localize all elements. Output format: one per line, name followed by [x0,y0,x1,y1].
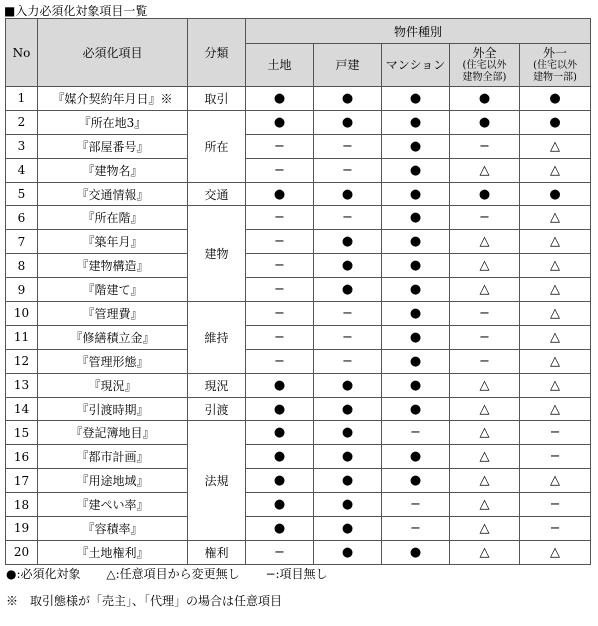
row-item: 『建物名』 [38,158,188,182]
header-type-land: 土地 [246,44,314,87]
legend [6,565,350,582]
status-mark: ● [382,325,450,349]
status-mark: △ [520,230,591,254]
status-mark: ● [520,87,591,111]
row-item: 『土地権利』 [38,540,188,564]
status-mark: − [246,302,314,326]
row-item: 『現況』 [38,373,188,397]
table-row [6,445,591,469]
status-mark: ● [520,110,591,134]
status-mark: − [520,493,591,517]
status-mark: △ [450,493,520,517]
table-row [6,182,591,206]
row-category: 現況 [188,373,246,397]
page-title: ■入力必須化対象項目一覧 [4,4,148,18]
status-mark: ● [314,493,382,517]
status-mark: − [314,206,382,230]
row-no: 14 [6,397,38,421]
row-no: 13 [6,373,38,397]
status-mark: △ [450,278,520,302]
status-mark: − [382,421,450,445]
status-mark: ● [246,110,314,134]
status-mark: △ [520,206,591,230]
row-item: 『引渡時期』 [38,397,188,421]
status-mark: ● [382,302,450,326]
header-type-house: 戸建 [314,44,382,87]
status-mark: − [450,325,520,349]
status-mark: − [246,325,314,349]
status-mark: △ [520,397,591,421]
status-mark: ● [382,278,450,302]
table-row [6,469,591,493]
row-item: 『所在階』 [38,206,188,230]
status-mark: ● [314,397,382,421]
row-category: 権利 [188,540,246,564]
table-row [6,206,591,230]
row-no: 7 [6,230,38,254]
row-no: 1 [6,87,38,111]
header-category: 分類 [188,19,246,87]
status-mark: △ [450,373,520,397]
header-no: No [6,19,38,87]
status-mark: − [450,134,520,158]
status-mark: − [246,349,314,373]
status-mark: − [246,134,314,158]
status-mark: ● [314,87,382,111]
status-mark: − [314,325,382,349]
row-no: 3 [6,134,38,158]
status-mark: △ [520,469,591,493]
table-row [6,349,591,373]
table-row [6,302,591,326]
status-mark: ● [450,110,520,134]
status-mark: − [450,302,520,326]
row-no: 2 [6,110,38,134]
status-mark: ● [382,397,450,421]
row-no: 11 [6,325,38,349]
row-no: 20 [6,540,38,564]
status-mark: ● [314,540,382,564]
legend-optional: △:任意項目から変更無し [106,567,240,581]
row-no: 12 [6,349,38,373]
status-mark: − [520,421,591,445]
row-item: 『建物構造』 [38,254,188,278]
table-row [6,493,591,517]
status-mark: ● [246,182,314,206]
status-mark: ● [314,110,382,134]
status-mark: ● [314,230,382,254]
row-item: 『容積率』 [38,517,188,541]
row-no: 8 [6,254,38,278]
status-mark: ● [314,254,382,278]
status-mark: ● [246,87,314,111]
row-no: 4 [6,158,38,182]
row-no: 10 [6,302,38,326]
status-mark: ● [450,182,520,206]
status-mark: △ [450,469,520,493]
row-item: 『媒介契約年月日』※ [38,87,188,111]
row-category: 法規 [188,421,246,540]
row-item: 『管理費』 [38,302,188,326]
status-mark: △ [520,373,591,397]
table-row [6,230,591,254]
status-mark: △ [520,349,591,373]
status-mark: ● [382,540,450,564]
header-property-type: 物件種別 [246,19,591,44]
row-category: 建物 [188,206,246,302]
status-mark: − [314,302,382,326]
status-mark: ● [246,517,314,541]
row-category: 引渡 [188,397,246,421]
status-mark: − [520,517,591,541]
status-mark: − [450,206,520,230]
row-item: 『階建て』 [38,278,188,302]
legend-required: ●:必須化対象 [6,567,81,581]
status-mark: △ [520,158,591,182]
table-row [6,87,591,111]
status-mark: ● [314,421,382,445]
status-mark: − [246,230,314,254]
status-mark: ● [246,493,314,517]
status-mark: ● [246,373,314,397]
status-mark: △ [450,445,520,469]
status-mark: ● [314,373,382,397]
status-mark: ● [382,134,450,158]
status-mark: ● [382,182,450,206]
header-item: 必須化項目 [38,19,188,87]
table-row [6,134,591,158]
status-mark: ● [382,158,450,182]
status-mark: △ [520,540,591,564]
status-mark: ● [246,397,314,421]
row-category: 維持 [188,302,246,374]
status-mark: △ [520,134,591,158]
row-category: 取引 [188,87,246,111]
header-type-mansion: マンション [382,44,450,87]
status-mark: △ [450,540,520,564]
status-mark: ● [382,110,450,134]
status-mark: △ [450,421,520,445]
row-no: 6 [6,206,38,230]
row-item: 『修繕積立金』 [38,325,188,349]
status-mark: ● [382,206,450,230]
status-mark: △ [450,254,520,278]
status-mark: ● [246,469,314,493]
table-row [6,254,591,278]
row-category: 交通 [188,182,246,206]
row-item: 『都市計画』 [38,445,188,469]
header-type-non-residential-part: 外一 (住宅以外 建物一部) [520,44,591,87]
status-mark: ● [314,182,382,206]
row-no: 17 [6,469,38,493]
row-no: 15 [6,421,38,445]
status-mark: △ [520,254,591,278]
row-item: 『築年月』 [38,230,188,254]
status-mark: − [246,278,314,302]
row-category: 所在 [188,110,246,182]
row-item: 『登記簿地目』 [38,421,188,445]
row-no: 5 [6,182,38,206]
status-mark: − [246,158,314,182]
table-row [6,517,591,541]
row-no: 9 [6,278,38,302]
row-no: 19 [6,517,38,541]
status-mark: △ [520,302,591,326]
status-mark: − [314,134,382,158]
status-mark: − [314,158,382,182]
status-mark: △ [520,278,591,302]
table-row [6,397,591,421]
table-row [6,325,591,349]
table-row [6,421,591,445]
header-type-non-residential-whole: 外全 (住宅以外 建物全部) [450,44,520,87]
status-mark: ● [314,278,382,302]
row-item: 『交通情報』 [38,182,188,206]
status-mark: ● [382,254,450,278]
status-mark: ● [382,87,450,111]
status-mark: − [520,445,591,469]
status-mark: △ [450,158,520,182]
status-mark: ● [246,445,314,469]
status-mark: ● [314,517,382,541]
table-row [6,373,591,397]
status-mark: △ [450,397,520,421]
status-mark: ● [382,469,450,493]
status-mark: − [246,540,314,564]
status-mark: ● [314,445,382,469]
status-mark: △ [450,517,520,541]
status-mark: − [246,206,314,230]
row-item: 『管理形態』 [38,349,188,373]
table-row [6,540,591,564]
status-mark: △ [450,230,520,254]
row-item: 『部屋番号』 [38,134,188,158]
status-mark: − [450,349,520,373]
status-mark: ● [314,469,382,493]
status-mark: ● [382,373,450,397]
required-items-table [5,18,591,565]
status-mark: ● [520,182,591,206]
row-item: 『所在地3』 [38,110,188,134]
legend-none: −:項目無し [265,567,328,581]
status-mark: − [382,517,450,541]
status-mark: ● [382,445,450,469]
status-mark: − [314,349,382,373]
status-mark: − [382,493,450,517]
table-row [6,278,591,302]
status-mark: △ [520,325,591,349]
status-mark: ● [450,87,520,111]
row-item: 『用途地域』 [38,469,188,493]
row-no: 18 [6,493,38,517]
status-mark: ● [382,349,450,373]
row-item: 『建ぺい率』 [38,493,188,517]
footnote: ※ 取引態様が「売主」、「代理」の場合は任意項目 [6,594,283,608]
status-mark: ● [382,230,450,254]
table-row [6,110,591,134]
status-mark: − [246,254,314,278]
status-mark: ● [246,421,314,445]
row-no: 16 [6,445,38,469]
table-row [6,158,591,182]
